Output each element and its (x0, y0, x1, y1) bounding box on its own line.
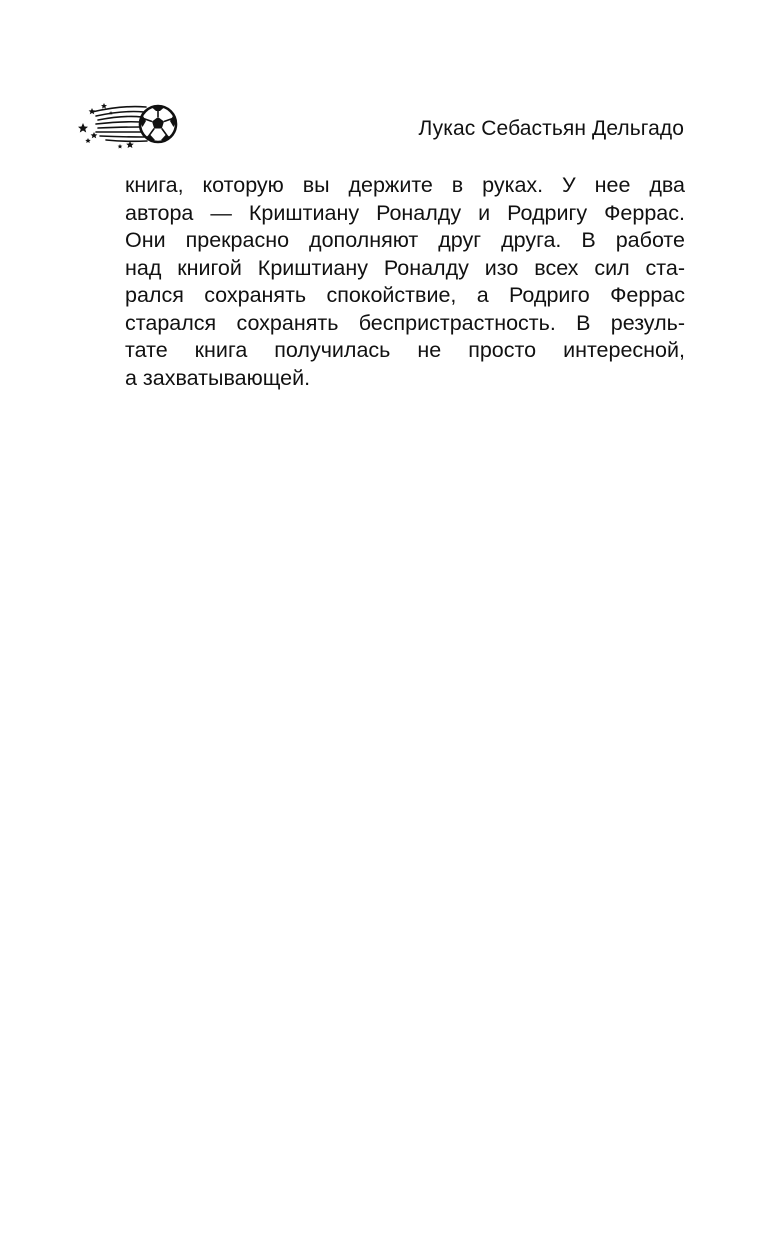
text-line: автора — Криштиану Роналду и Родригу Феррас. (125, 200, 685, 225)
soccer-ball-with-stars-icon (74, 99, 178, 151)
text-line: книга, которую вы держите в руках. У нее два (125, 173, 685, 197)
text-line: над книгой Криштиану Роналду изо всех сил ста- (125, 255, 685, 280)
text-line: а захватывающей. (125, 365, 311, 390)
text-line: рался сохранять спокойствие, а Родриго Феррас (125, 283, 685, 307)
body-paragraph (125, 172, 685, 392)
page-header (0, 95, 768, 155)
text-line: тате книга получилась не просто интересной, (125, 338, 685, 362)
running-head-author: Лукас Себастьян Дельгадо (418, 117, 684, 140)
text-line: Они прекрасно дополняют друг друга. В работе (125, 228, 685, 252)
text-line: старался сохранять беспристрастность. В резуль- (125, 310, 685, 335)
